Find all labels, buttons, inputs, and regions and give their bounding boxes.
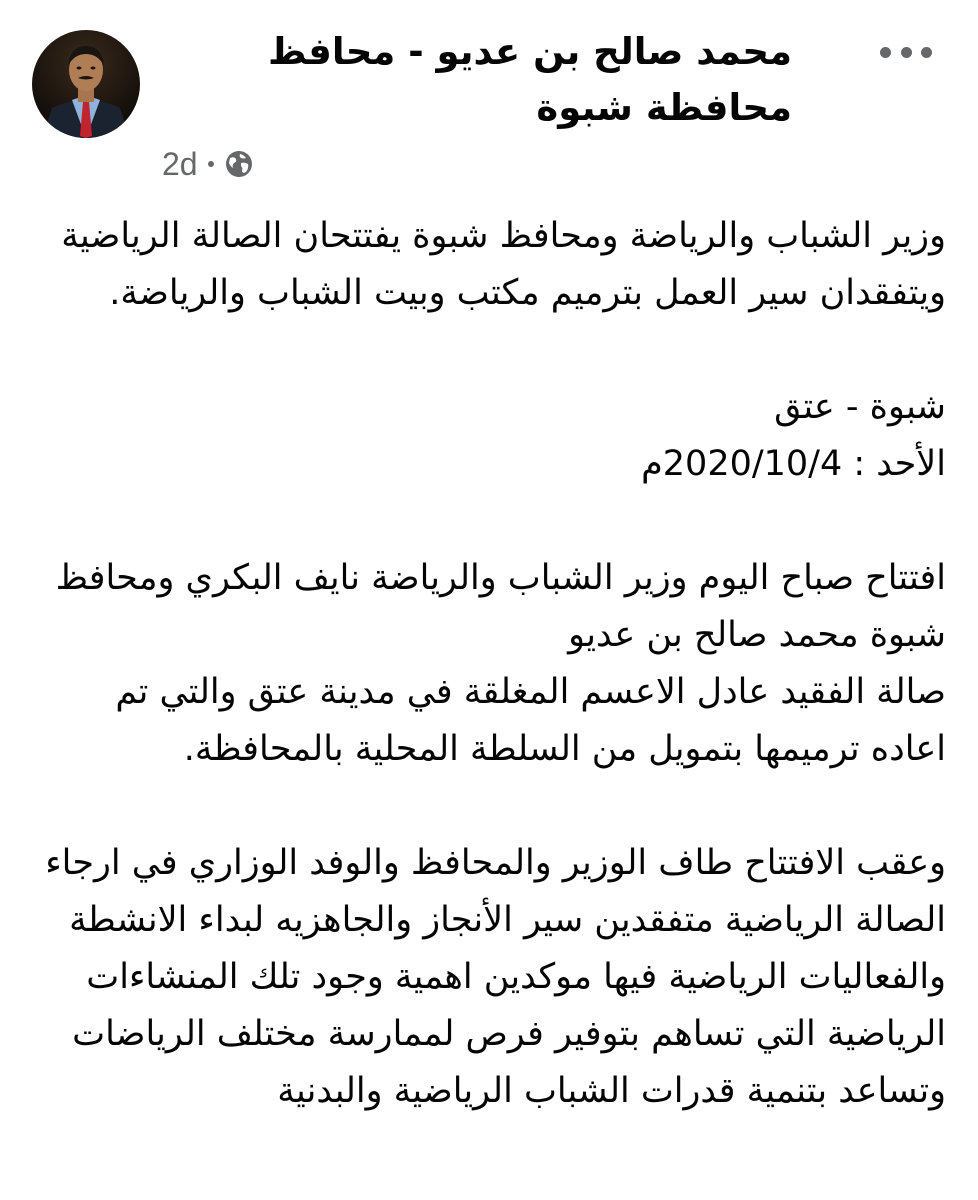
globe-icon[interactable] bbox=[224, 149, 254, 179]
post-body bbox=[40, 208, 946, 1120]
paragraph-spacer bbox=[40, 778, 946, 835]
post-paragraph: وزير الشباب والرياضة ومحافظ شبوة يفتتحان الصالة الرياضية ويتفقدان سير العمل بترميم مكتب وبيت الشباب والرياضة. bbox=[61, 216, 946, 313]
meta-separator bbox=[208, 161, 214, 167]
paragraph-spacer bbox=[40, 322, 946, 379]
more-dot bbox=[880, 47, 891, 58]
post-paragraph: شبوة - عتق الأحد : 2020/10/4م bbox=[641, 387, 946, 484]
post-timestamp[interactable]: 2d bbox=[162, 145, 198, 182]
more-dot bbox=[921, 47, 932, 58]
author-name[interactable]: محمد صالح بن عديو - محافظ محافظة شبوة bbox=[268, 30, 792, 129]
post-paragraph: افتتاح صباح اليوم وزير الشباب والرياضة نايف البكري ومحافظ شبوة محمد صالح بن عديو صالة الفقيد عادل الاعسم المغلقة في مدينة عتق والتي تم اعاده ترميمها بتمويل من السلطة المحلية بالمحافظة. bbox=[55, 558, 946, 769]
more-options-icon[interactable] bbox=[880, 38, 932, 66]
author-avatar[interactable] bbox=[32, 30, 140, 138]
post-paragraph: وعقب الافتتاح طاف الوزير والمحافظ والوفد الوزاري في ارجاء الصالة الرياضية متفقدين سير الأنجاز والجاهزيه لبداء الانشطة والفعاليات الرياضية فيها موكدين اهمية وجود تلك المنشاءات الرياضية التي تساهم بتوفير فرص لممارسة مختلف الرياضات وتساعد بتنمية قدرات الشباب الرياضية والبدنية bbox=[45, 843, 946, 1111]
post-meta bbox=[162, 142, 254, 186]
avatar-image bbox=[32, 30, 140, 138]
paragraph-spacer bbox=[40, 493, 946, 550]
more-dot bbox=[901, 47, 912, 58]
